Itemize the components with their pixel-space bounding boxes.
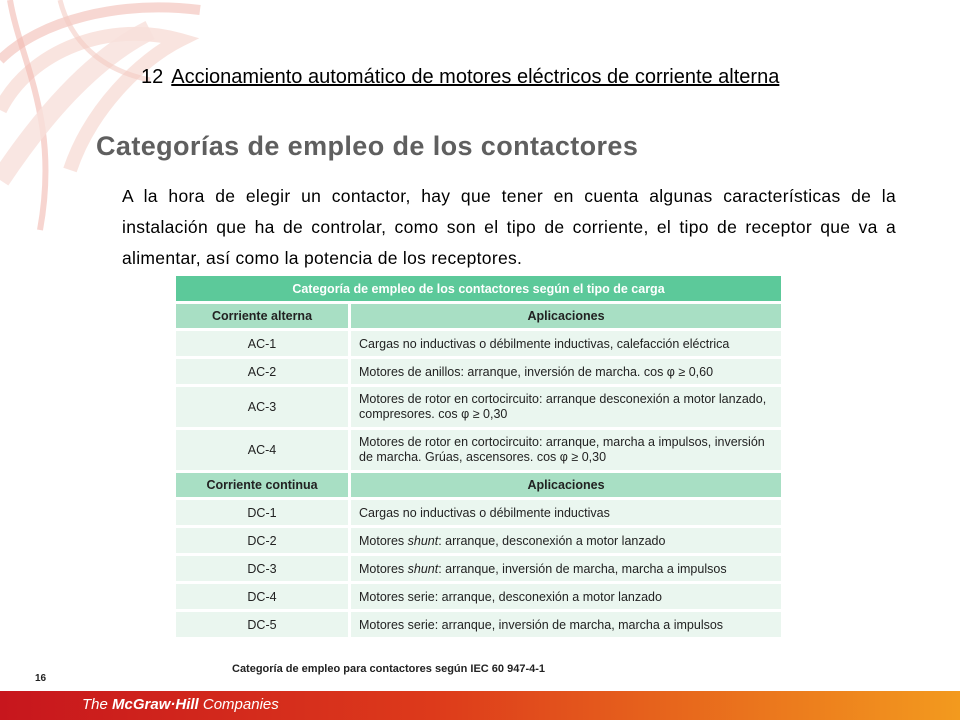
category-cell: DC-5: [176, 612, 351, 637]
chapter-title: Accionamiento automático de motores eléctricos de corriente alterna: [171, 66, 780, 88]
application-cell: [351, 528, 781, 553]
table-row: [176, 584, 781, 609]
table-row: [176, 556, 781, 581]
table-row: [176, 500, 781, 525]
category-cell: DC-2: [176, 528, 351, 553]
application-cell: [351, 556, 781, 581]
category-cell: AC-1: [176, 331, 351, 356]
table-title-row: [176, 276, 781, 301]
publisher-logo: [82, 696, 279, 713]
application-emphasis: shunt: [407, 561, 439, 576]
table-title: Categoría de empleo de los contactores según el tipo de carga: [176, 276, 781, 301]
table-row: [176, 528, 781, 553]
category-cell: AC-4: [176, 430, 351, 470]
slide-title: Categorías de empleo de los contactores: [96, 131, 639, 161]
category-cell: DC-1: [176, 500, 351, 525]
table-row: [176, 612, 781, 637]
ac-header-col1: Corriente alterna: [176, 304, 351, 328]
application-cell: Motores de rotor en cortocircuito: arranque desconexión a motor lanzado, compresores. cos φ ≥ 0,30: [351, 387, 781, 427]
logo-brand: McGraw·Hill: [112, 696, 199, 713]
footer-bar: [0, 691, 960, 720]
chapter-number: 12: [141, 66, 164, 88]
table-row: [176, 359, 781, 384]
application-cell: Cargas no inductivas o débilmente inductivas: [351, 500, 781, 525]
dc-header-row: [176, 473, 781, 497]
application-cell: Motores serie: arranque, desconexión a motor lanzado: [351, 584, 781, 609]
chapter-header: [141, 66, 779, 89]
category-cell: DC-4: [176, 584, 351, 609]
dc-header-col1: Corriente continua: [176, 473, 351, 497]
logo-post: Companies: [198, 696, 279, 713]
category-cell: AC-2: [176, 359, 351, 384]
dc-header-col2: Aplicaciones: [351, 473, 781, 497]
category-cell: AC-3: [176, 387, 351, 427]
application-text: Motores: [359, 561, 408, 576]
application-emphasis: shunt: [407, 533, 439, 548]
category-cell: DC-3: [176, 556, 351, 581]
application-text: : arranque, desconexión a motor lanzado: [438, 533, 666, 548]
ac-header-col2: Aplicaciones: [351, 304, 781, 328]
contactor-categories-table: [176, 273, 781, 640]
ac-header-row: [176, 304, 781, 328]
logo-pre: The: [82, 696, 113, 713]
application-cell: Motores serie: arranque, inversión de marcha, marcha a impulsos: [351, 612, 781, 637]
table-row: [176, 387, 781, 427]
application-cell: Cargas no inductivas o débilmente inductivas, calefacción eléctrica: [351, 331, 781, 356]
table-caption: Categoría de empleo para contactores según IEC 60 947-4-1: [232, 663, 546, 675]
page-number: 16: [35, 673, 47, 684]
application-text: Motores: [359, 533, 408, 548]
application-text: : arranque, inversión de marcha, marcha a impulsos: [438, 561, 727, 576]
application-cell: Motores de rotor en cortocircuito: arranque, marcha a impulsos, inversión de marcha. Grúas, ascensores. cos φ ≥ 0,30: [351, 430, 781, 470]
application-cell: Motores de anillos: arranque, inversión de marcha. cos φ ≥ 0,60: [351, 359, 781, 384]
table-row: [176, 430, 781, 470]
intro-paragraph: A la hora de elegir un contactor, hay que tener en cuenta algunas características de la instalación que ha de controlar, como son el tipo de corriente, el tipo de receptor que va a alimentar, así como la potencia de los receptores.: [122, 186, 896, 268]
table-row: [176, 331, 781, 356]
